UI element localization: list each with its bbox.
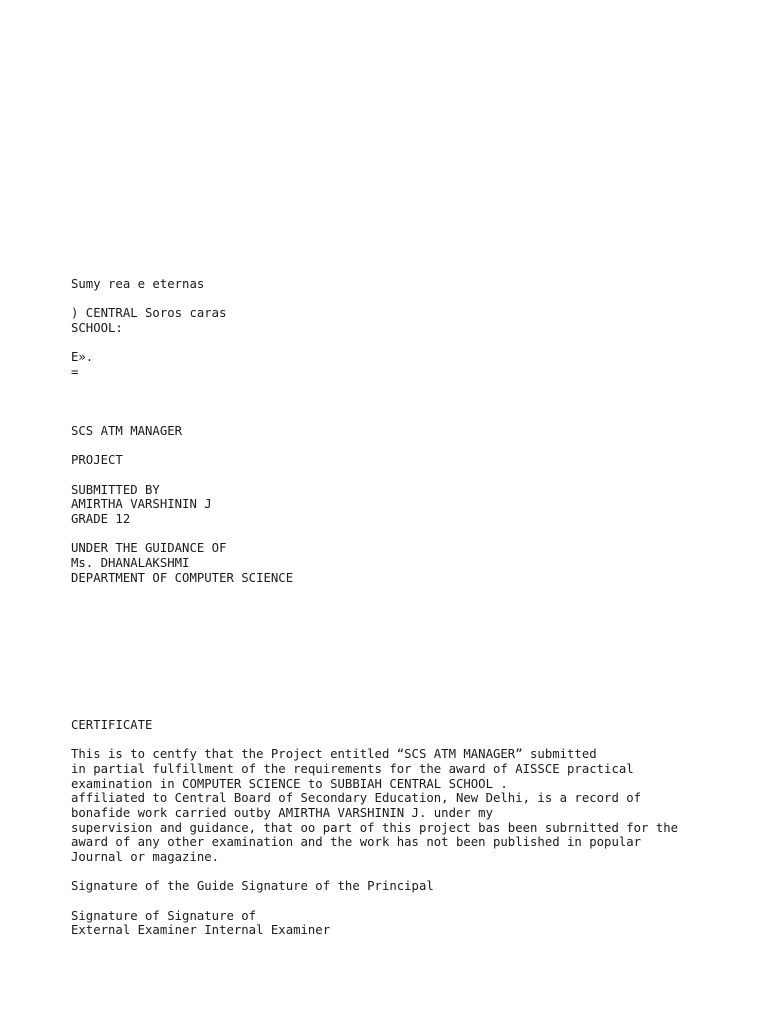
guidance-label: UNDER THE GUIDANCE OF — [71, 541, 227, 556]
document-page — [71, 277, 751, 938]
signature-examiners-titles: External Examiner Internal Examiner — [71, 923, 331, 938]
project-name: SCS ATM MANAGER — [71, 423, 183, 438]
school-name-line-2: ) CENTRAL Soros caras — [71, 306, 227, 321]
logo-text-line-1: E». — [71, 350, 94, 365]
certificate-body-line: in partial fulfillment of the requirements for the award of AISSCE practical — [71, 761, 634, 776]
school-name-line-3: SCHOOL: — [71, 321, 123, 336]
school-name-line-1: Sumy rea e eternas — [71, 277, 205, 291]
guide-name: Ms. DHANALAKSHMI — [71, 556, 190, 571]
logo-text-line-2: = — [71, 365, 79, 380]
certificate-body-line: affiliated to Central Board of Secondary Education, New Delhi, is a record of — [71, 791, 642, 806]
signature-examiners-label: Signature of Signature of — [71, 908, 257, 923]
certificate-body-line: bonafide work carried outby AMIRTHA VARSHININ J. under my — [71, 805, 493, 820]
submitted-by-label: SUBMITTED BY — [71, 482, 160, 497]
certificate-body-line: supervision and guidance, that oo part of this project bas been subrnitted for the — [71, 820, 679, 835]
certificate-heading: CERTIFICATE — [71, 717, 153, 732]
student-name: AMIRTHA VARSHININ J — [71, 497, 212, 512]
student-grade: GRADE 12 — [71, 512, 131, 527]
certificate-body-line: This is to centfy that the Project entitled “SCS ATM MANAGER” submitted — [71, 747, 597, 762]
signature-guide-principal: Signature of the Guide Signature of the Principal — [71, 879, 434, 894]
project-label: PROJECT — [71, 453, 123, 468]
department-name: DEPARTMENT OF COMPUTER SCIENCE — [71, 570, 294, 585]
certificate-body-line: examination in COMPUTER SCIENCE to SUBBIAH CENTRAL SCHOOL . — [71, 776, 508, 791]
certificate-body — [71, 747, 751, 865]
certificate-body-line: Journal or magazine. — [71, 849, 220, 864]
certificate-body-line: award of any other examination and the work has not been published in popular — [71, 835, 642, 850]
